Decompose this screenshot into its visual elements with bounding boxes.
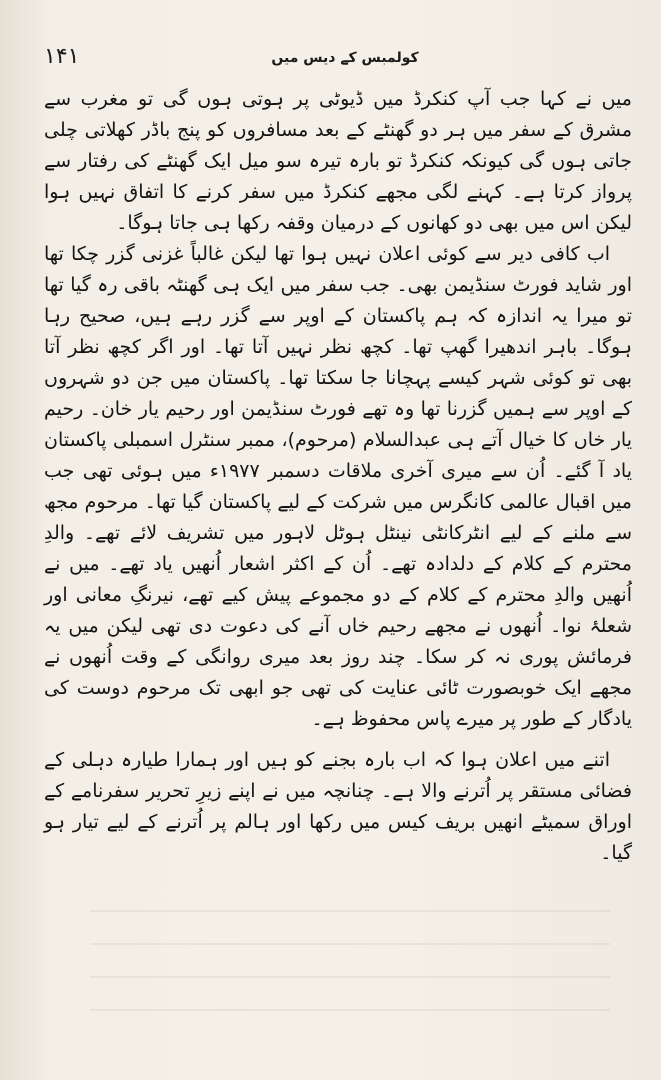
body-text (44, 84, 632, 869)
show-through-text (90, 890, 610, 1040)
paragraph-1: میں نے کہا جب آپ کنکرڈ میں ڈیوٹی پر ہوتی ہوں گی تو مغرب سے مشرق کے سفر میں ہر دو گھنٹے کے بعد مسافروں کو پنج باڈر کھلاتی چلی جاتی ہوں گی کیونکہ کنکرڈ تو بارہ تیرہ سو میل ایک گھنٹے کی رفتار سے پرواز کرتا ہے۔ کہنے لگی مجھے کنکرڈ میں سفر کرنے کا اتفاق نہیں ہوا لیکن اس میں بھی دو کھانوں کے درمیان وقفہ رکھا ہی جاتا ہوگا۔ (44, 88, 632, 234)
paragraph-2: اب کافی دیر سے کوئی اعلان نہیں ہوا تھا لیکن غالباً غزنی گزر چکا تھا اور شاید فورٹ سنڈیمن بھی۔ جب سفر میں ایک ہی گھنٹہ باقی رہ گیا تھا تو میرا یہ اندازہ کہ ہم پاکستان کے اوپر سے گزر رہے ہیں، صحیح رہا ہوگا۔ باہر اندھیرا گھپ تھا۔ کچھ نظر نہیں آتا تھا۔ اور اگر کچھ نظر آتا بھی تو کوئی شہر کیسے پہچانا جا سکتا تھا۔ پاکستان میں جن دو شہروں کے اوپر سے ہمیں گزرنا تھا وہ تھے فورٹ سنڈیمن اور رحیم یار خان۔ رحیم یار خاں کا خیال آتے ہی عبدالسلام (مرحوم)، ممبر سنٹرل اسمبلی پاکستان یاد آ گئے۔ اُن سے میری آخری ملاقات دسمبر ۱۹۷۷ء میں ہوئی تھی جب میں اقبال عالمی کانگرس میں شرکت کے لیے پاکستان گیا تھا۔ مرحوم مجھ سے ملنے کے لیے انٹرکانٹی نینٹل ہوٹل لاہور میں تشریف لائے تھے۔ والدِ محترم کے کلام کے دلدادہ تھے۔ اُن کے اکثر اشعار اُنھیں یاد تھے۔ میں نے اُنھیں والدِ محترم کے کلام کے دو مجموعے پیش کیے تھے، نیرنگِ معانی اور شعلۂ نوا۔ اُنھوں نے مجھے رحیم خاں آنے کی دعوت دی تھی لیکن میں یہ فرمائش پوری نہ کر سکا۔ چند روز بعد میری روانگی کے وقت اُنھوں نے مجھے ایک خوبصورت ٹائی عنایت کی تھی جو ابھی تک مرحوم دوست کی یادگار کے طور پر میرے پاس محفوظ ہے۔ (44, 243, 632, 730)
paragraph-3: اتنے میں اعلان ہوا کہ اب بارہ بجنے کو ہیں اور ہمارا طیارہ دہلی کے فضائی مستقر پر اُترنے والا ہے۔ چنانچہ میں نے اپنے زیرِ تحریر سفرنامے کے اوراق سمیٹے انھیں بریف کیس میں رکھا اور ہالم پر اُترنے کے لیے تیار ہو گیا۔ (44, 749, 632, 864)
running-header: کولمبس کے دیس میں (271, 50, 419, 66)
page-number: ۱۴۱ (44, 44, 80, 69)
